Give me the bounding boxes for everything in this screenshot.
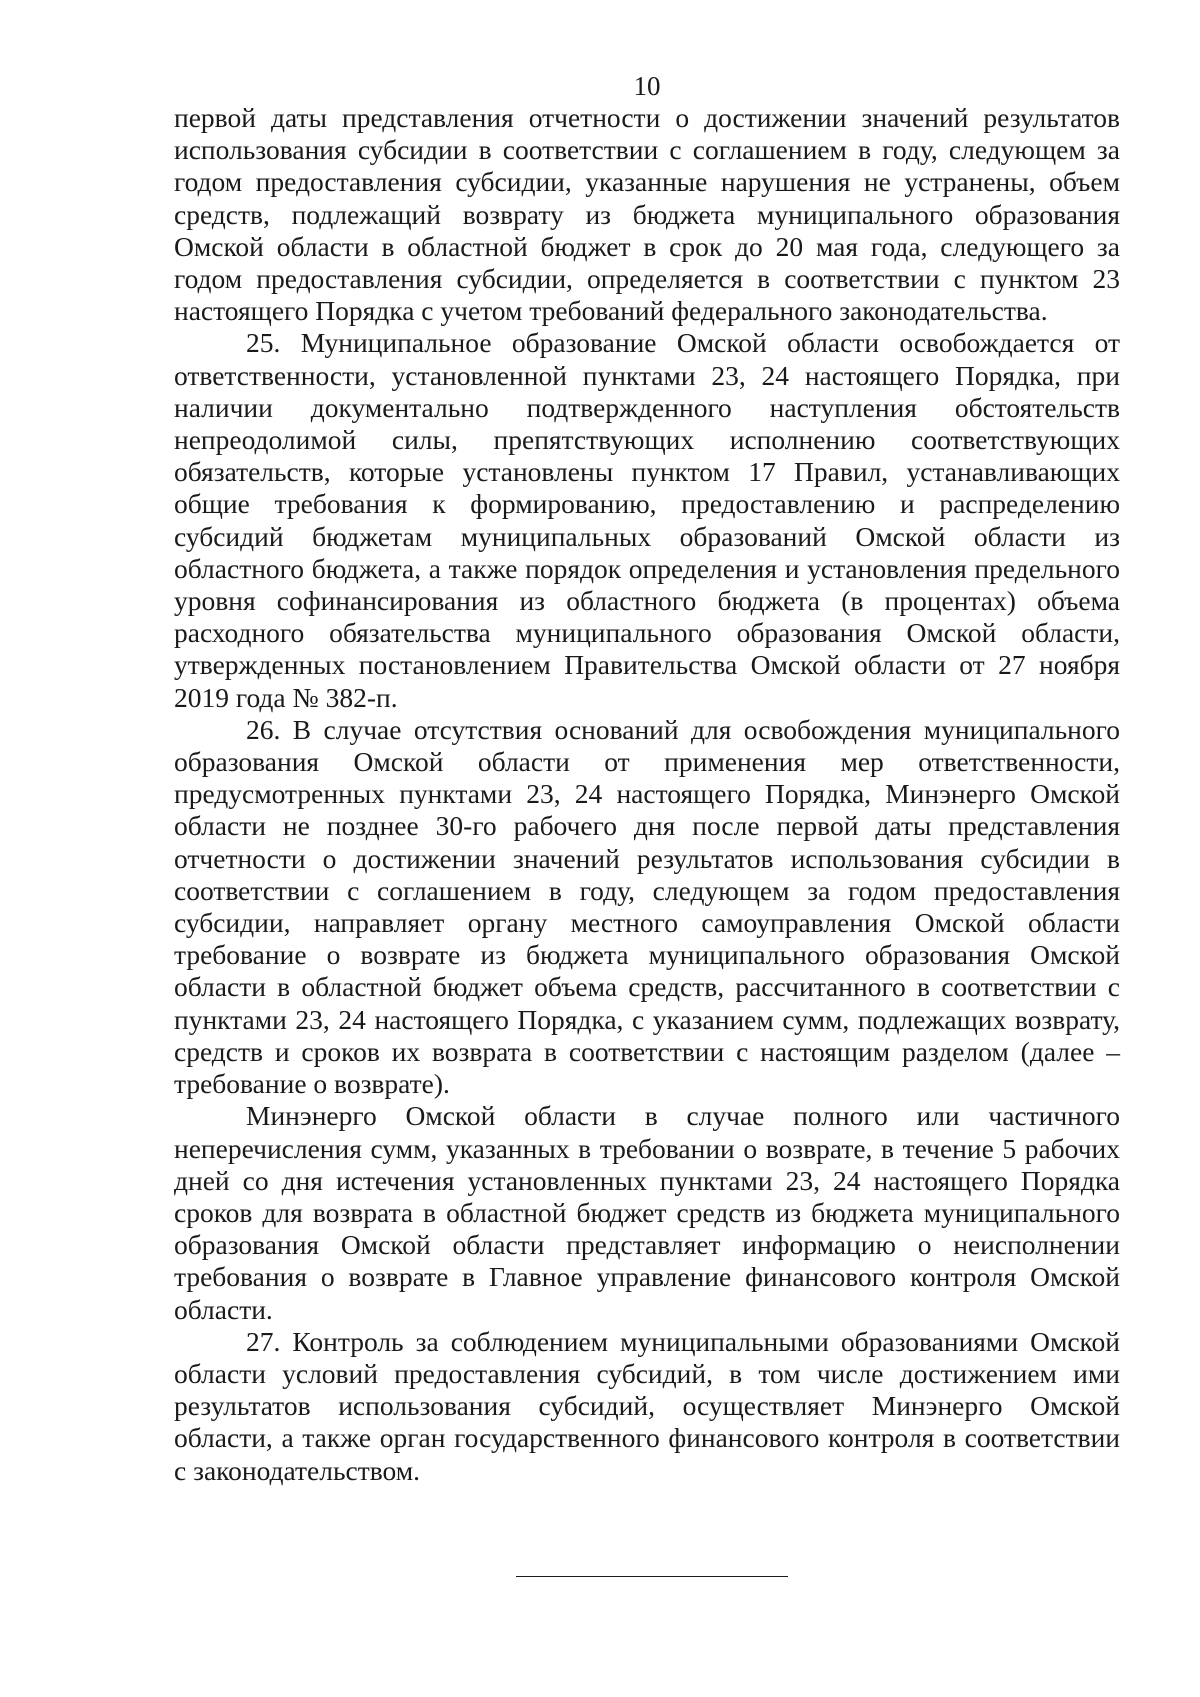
page-number: 10 [633,71,661,101]
paragraph-continuation: первой даты представления отчетности о достижении значений результатов использования субсидии в соответствии с соглашением в году, следующем за годом предоставления субсидии, указанные нарушения не устранены, объем средств, подлежащий возврату из бюджета муниципального образования Омской области в областной бюджет в срок до 20 мая года, следующего за годом предоставления субсидии, определяется в соответствии с пунктом 23 настоящего Порядка с учетом требований федерального законодательства. [174,102,1120,327]
paragraph-item-27: 27. Контроль за соблюдением муниципальными образованиями Омской области условий предоставления субсидий, в том числе достижением ими результатов использования субсидий, осуществляет Минэнерго Омской области, а также орган государственного финансового контроля в соответствии с законодательством. [174,1325,1120,1486]
paragraph-item-26-continuation: Минэнерго Омской области в случае полного или частичного неперечисления сумм, указанных в требовании о возврате, в течение 5 рабочих дней со дня истечения установленных пунктами 23, 24 настоящего Порядка сроков для возврата в областной бюджет средств из бюджета муниципального образования Омской области представляет информацию о неисполнении требования о возврате в Главное управление финансового контроля Омской области. [174,1100,1120,1325]
paragraph-item-25: 25. Муниципальное образование Омской области освобождается от ответственности, установленной пунктами 23, 24 настоящего Порядка, при наличии документально подтвержденного наступления обстоятельств непреодолимой силы, препятствующих исполнению соответствующих обязательств, которые установлены пунктом 17 Правил, устанавливающих общие требования к формированию, предоставлению и распределению субсидий бюджетам муниципальных образований Омской области из областного бюджета, а также порядок определения и установления предельного уровня софинансирования из областного бюджета (в процентах) объема расходного обязательства муниципального образования Омской области, утвержденных постановлением Правительства Омской области от 27 ноября 2019 года № 382-п. [174,327,1120,713]
paragraph-item-26: 26. В случае отсутствия оснований для освобождения муниципального образования Омской области от применения мер ответственности, предусмотренных пунктами 23, 24 настоящего Порядка, Минэнерго Омской области не позднее 30-го рабочего дня после первой даты представления отчетности о достижении значений результатов использования субсидии в соответствии с соглашением в году, следующем за годом предоставления субсидии, направляет органу местного самоуправления Омской области требование о возврате из бюджета муниципального образования Омской области в областной бюджет объема средств, рассчитанного в соответствии с пунктами 23, 24 настоящего Порядка, с указанием сумм, подлежащих возврату, средств и сроков их возврата в соответствии с настоящим разделом (далее – требование о возврате). [174,713,1120,1100]
end-of-document-rule [516,1576,788,1577]
document-page [174,70,1120,1487]
